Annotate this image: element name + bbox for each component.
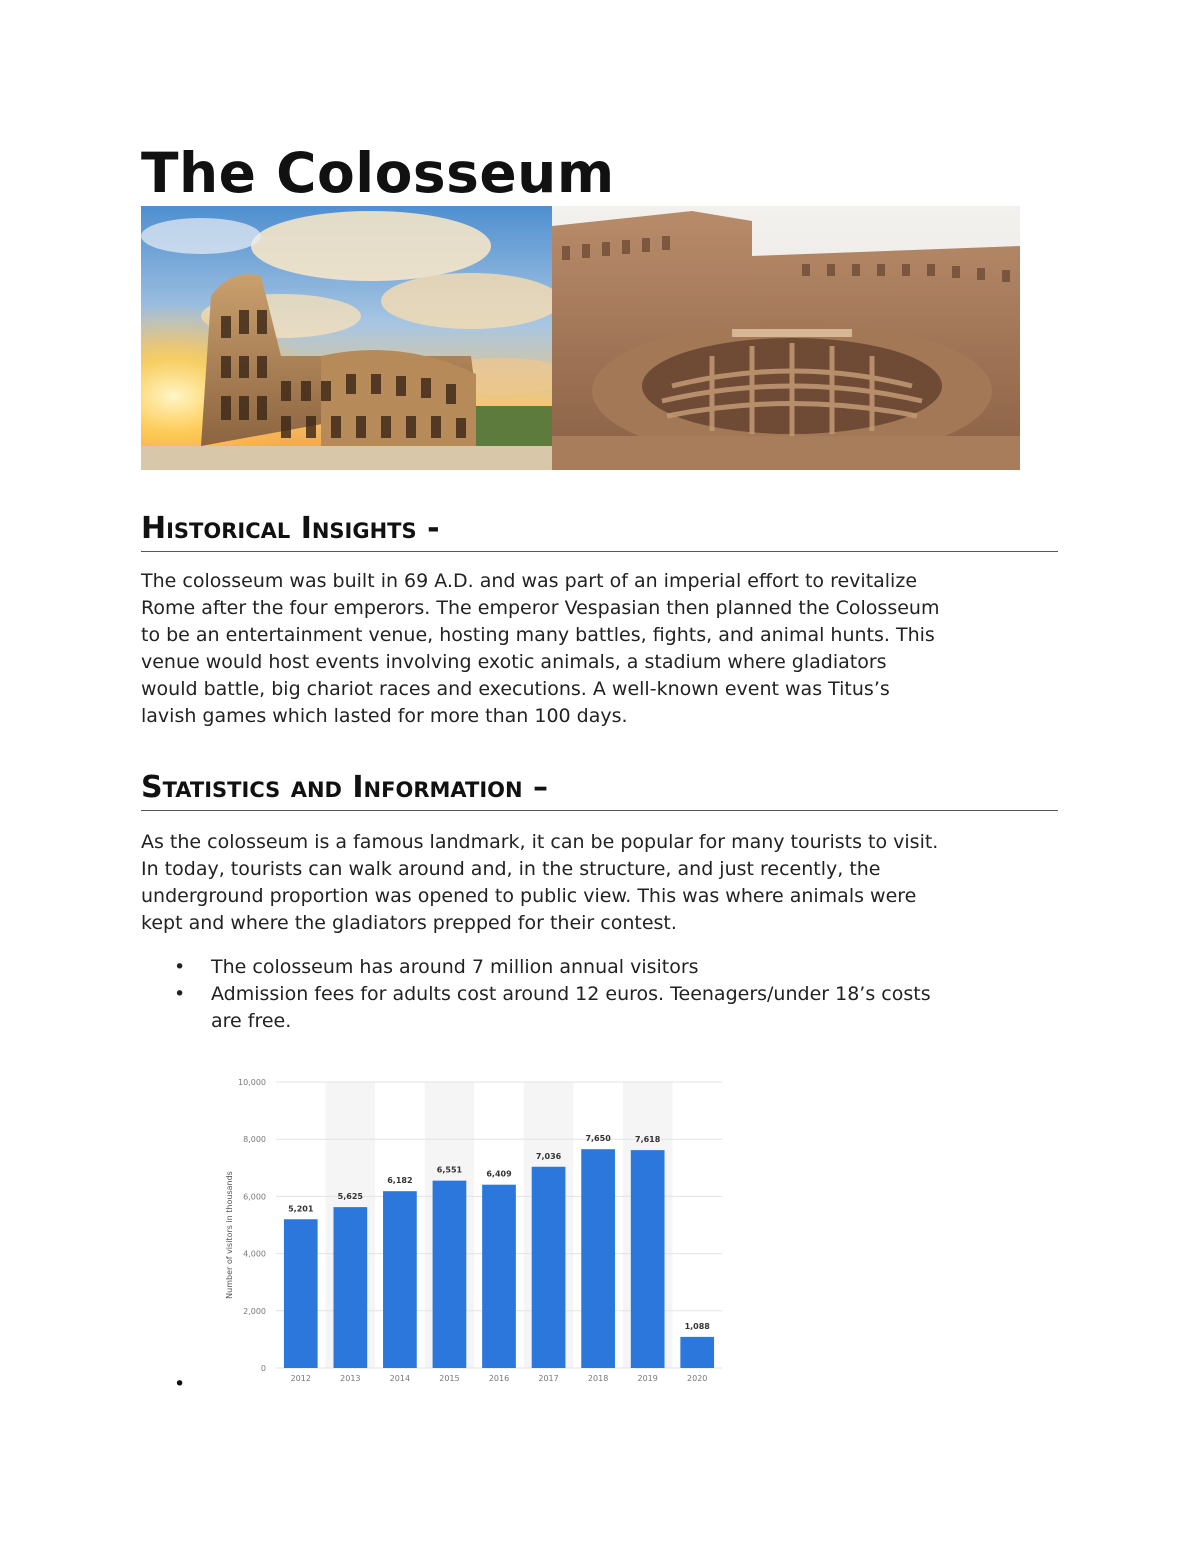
list-item-line: are free.: [211, 1010, 292, 1032]
paragraph-line: to be an entertainment venue, hosting many battles, fights, and animal hunts. This: [141, 624, 935, 646]
statistics-paragraph: [141, 829, 1061, 937]
page-title: The Colosseum: [141, 141, 615, 205]
chart-y-tick-labels: [238, 1078, 266, 1373]
photo-strip: [141, 206, 1020, 470]
chart-y-tick-label: 0: [260, 1364, 266, 1373]
chart-data-label: 5,625: [337, 1192, 363, 1202]
chart-x-tick-label: 2014: [389, 1374, 411, 1383]
chart-y-tick-label: 8,000: [243, 1135, 266, 1145]
chart-data-label: 7,618: [635, 1135, 661, 1145]
paragraph-line: venue would host events involving exotic animals, a stadium where gladiators: [141, 651, 887, 673]
historical-insights-heading: Historical Insights -: [141, 510, 1058, 552]
chart-bar: [532, 1167, 566, 1368]
paragraph-line: As the colosseum is a famous landmark, it can be popular for many tourists to visit.: [141, 831, 939, 853]
paragraph-line: kept and where the gladiators prepped for their contest.: [141, 912, 677, 934]
chart-data-label: 5,201: [288, 1204, 314, 1214]
chart-data-label: 6,409: [486, 1169, 512, 1179]
colosseum-exterior-sunset-image: [141, 206, 552, 470]
chart-bar: [433, 1181, 467, 1368]
chart-y-tick-label: 10,000: [238, 1078, 266, 1087]
empty-bullet: •: [174, 1373, 186, 1395]
chart-x-tick-label: 2013: [340, 1374, 361, 1383]
statistics-heading: Statistics and Information –: [141, 769, 1058, 811]
list-item-line: Admission fees for adults cost around 12 euros. Teenagers/under 18’s costs: [211, 983, 931, 1005]
chart-y-tick-label: 6,000: [243, 1192, 266, 1202]
chart-x-tick-label: 2019: [637, 1374, 658, 1383]
paragraph-line: In today, tourists can walk around and, in the structure, and just recently, the: [141, 858, 881, 880]
chart-y-tick-label: 4,000: [243, 1249, 266, 1259]
list-item: [141, 954, 1061, 981]
chart-y-axis-label: Number of visitors in thousands: [225, 1171, 234, 1299]
colosseum-interior-photo: [552, 206, 1020, 470]
chart-bar: [482, 1185, 516, 1368]
list-item-line: The colosseum has around 7 million annual visitors: [211, 956, 699, 978]
chart-x-tick-label: 2015: [439, 1374, 460, 1383]
chart-data-label: 6,182: [387, 1176, 413, 1186]
bullet-glyph: •: [174, 983, 186, 1005]
paragraph-line: Rome after the four emperors. The emperor Vespasian then planned the Colosseum: [141, 597, 940, 619]
list-item: [141, 981, 1061, 1035]
colosseum-exterior-photo: [141, 206, 552, 470]
visitors-bar-chart: [212, 1065, 732, 1395]
chart-bar: [284, 1219, 318, 1368]
colosseum-interior-arena-image: [552, 206, 1020, 470]
chart-data-label: 7,036: [535, 1151, 562, 1161]
chart-bar: [581, 1149, 615, 1368]
paragraph-line: would battle, big chariot races and executions. A well-known event was Titus’s: [141, 678, 890, 700]
paragraph-line: The colosseum was built in 69 A.D. and was part of an imperial effort to revitalize: [141, 570, 918, 592]
bullet-glyph: •: [174, 956, 186, 978]
chart-y-tick-label: 2,000: [243, 1306, 266, 1316]
chart-x-tick-label: 2020: [687, 1374, 708, 1383]
chart-x-tick-label: 2012: [290, 1374, 311, 1383]
chart-bar: [680, 1337, 714, 1368]
chart-x-tick-label: 2018: [587, 1374, 609, 1383]
paragraph-line: lavish games which lasted for more than 100 days.: [141, 705, 628, 727]
chart-x-tick-label: 2016: [488, 1374, 510, 1383]
paragraph-line: underground proportion was opened to public view. This was where animals were: [141, 885, 917, 907]
chart-bar: [383, 1191, 417, 1368]
chart-data-label: 6,551: [436, 1165, 463, 1175]
chart-x-tick-label: 2017: [538, 1374, 559, 1383]
historical-insights-paragraph: [141, 568, 1061, 730]
chart-bar: [333, 1207, 367, 1368]
chart-bar: [631, 1150, 665, 1368]
statistics-bullet-list: [141, 954, 1061, 1035]
chart-data-label: 1,088: [684, 1321, 710, 1331]
chart-data-label: 7,650: [585, 1134, 611, 1144]
chart-x-tick-labels: [291, 1374, 708, 1383]
